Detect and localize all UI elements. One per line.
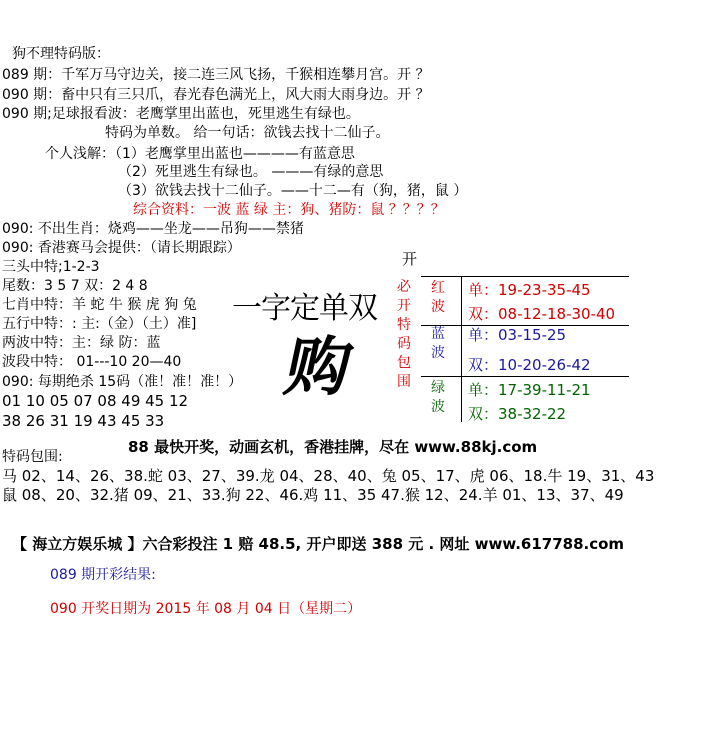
juesha-line: 090: 每期绝杀 15码（准！准！准！）: [2, 374, 243, 390]
bikai-char: 开: [397, 298, 411, 314]
wuxing-line: 五行中特：: 主:（金）（土）准]: [2, 316, 197, 332]
bikai-char: 必: [397, 279, 411, 295]
lvbo-char: 绿: [431, 380, 445, 396]
line-089: 089 期：千军万马守边关，接二连三风飞扬，千猴相连攀月宫。开 ？: [2, 67, 430, 83]
lanbo-label: [430, 325, 446, 363]
xianggang-line: 090: 香港赛马会提供：（请长期跟踪）: [2, 240, 241, 256]
ad-617788: 【 海立方娱乐城 】六合彩投注 1 赔 48.5, 开户即送 388 元 . 网址 www.617788.com: [12, 535, 625, 553]
baowei-line-1: 马 02、14、26、38.蛇 03、27、39.龙 04、28、40、兔 05、17、虎 06、18.牛 19、31、43: [2, 467, 655, 485]
bikai-char: 包: [397, 355, 411, 371]
boduan-line: 波段中特： 01---10 20—40: [2, 354, 182, 370]
jiejie-1: 个人浅解：（1）老鹰掌里出蓝也————有蓝意思: [45, 146, 355, 162]
page-title: 狗不理特码版：: [12, 46, 110, 62]
bikai-char: 码: [397, 336, 411, 352]
liangbo-line: 两波中特：主：绿 防：蓝: [2, 335, 161, 351]
lv-shuang: 双：38-32-22: [468, 405, 567, 423]
baowei-label: 特码包围:: [2, 449, 63, 465]
bikai-char: 围: [397, 374, 411, 390]
lvbo-label: [430, 379, 446, 417]
lanbo-char: 波: [431, 345, 445, 361]
slogan-gou: 购: [278, 330, 359, 405]
hongbo-label: [430, 279, 446, 317]
lv-dan: 单：17-39-11-21: [468, 381, 591, 399]
santou-line: 三头中特;1-2-3: [2, 259, 100, 275]
tema-hint: 特码为单数。 给一句话：欲钱去找十二仙子。: [105, 125, 390, 141]
line-090-a: 090 期：畜中只有三只爪，春光春色满光上，风大雨大雨身边。开 ？: [2, 87, 430, 103]
jiejie-2: （2）死里逃生有绿也。 ———有绿的意思: [118, 164, 384, 180]
table-top-line: [421, 276, 629, 277]
lvbo-char: 波: [431, 399, 445, 415]
hong-dan: 单：19-23-35-45: [468, 281, 591, 299]
zonghe-info: 综合资料：一波 蓝 绿 主：狗、猪防：鼠 ？？？？: [133, 202, 445, 218]
lanbo-char: 蓝: [431, 326, 445, 342]
table-line-3: [421, 376, 629, 377]
weishu-line: 尾数：3 5 7 双：2 4 8: [2, 278, 148, 294]
jiejie-3: （3）欲钱去找十二仙子。——十二—有（狗，猪，鼠 ）: [118, 183, 468, 199]
lan-dan: 单：03-15-25: [468, 326, 567, 344]
ad-88kj: 88 最快开奖，动画玄机，香港挂牌，尽在 www.88kj.com: [128, 438, 538, 456]
side-kai: 开: [402, 250, 418, 268]
hong-shuang: 双：08-12-18-30-40: [468, 305, 616, 323]
lan-shuang: 双：10-20-26-42: [468, 356, 591, 374]
bikai-vertical: [396, 278, 412, 392]
buchu-shengxiao: 090: 不出生肖：烧鸡——坐龙——吊狗——禁猪: [2, 221, 304, 237]
juesha-numbers-2: 38 26 31 19 43 45 33: [2, 412, 165, 430]
qixiao-line: 七肖中特：羊 蛇 牛 猴 虎 狗 兔: [2, 297, 197, 313]
date-090: 090 开奖日期为 2015 年 08 月 04 日（星期二）: [50, 601, 362, 617]
slogan-text: 一字定单双: [232, 291, 377, 326]
juesha-numbers-1: 01 10 05 07 08 49 45 12: [2, 392, 189, 410]
result-089: 089 期开彩结果:: [50, 567, 156, 583]
hongbo-char: 红: [431, 280, 445, 296]
baowei-line-2: 鼠 08、20、32.猪 09、21、33.狗 22、46.鸡 11、35 47.猴 12、24.羊 01、13、37、49: [2, 486, 624, 504]
table-divider: [461, 276, 462, 422]
hongbo-char: 波: [431, 299, 445, 315]
bikai-char: 特: [397, 317, 411, 333]
line-090-b: 090 期;足球报看波：老鹰掌里出蓝也，死里逃生有绿也。: [2, 106, 360, 122]
